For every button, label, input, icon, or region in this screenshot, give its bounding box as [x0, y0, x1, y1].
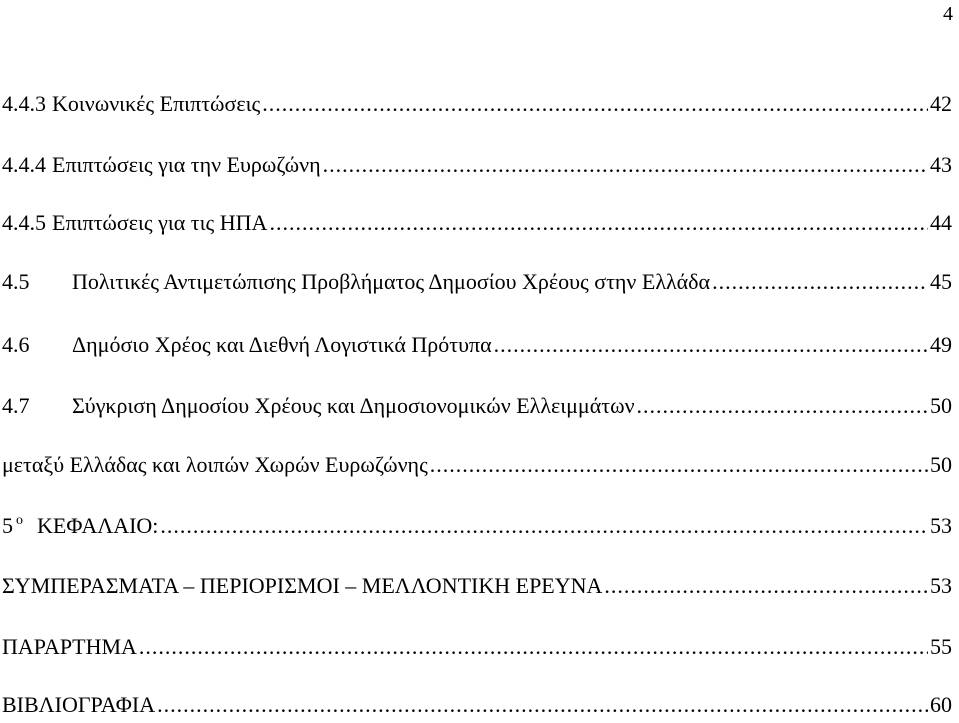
toc-entry-page: 45: [930, 269, 952, 294]
toc-entry-number: 4.4.3: [2, 91, 46, 116]
toc-leader-dots: [160, 511, 928, 541]
toc-leader-dots: [323, 150, 928, 180]
toc-entry: [2, 571, 952, 601]
toc-entry-page: 50: [930, 393, 952, 418]
toc-entry-page: 53: [930, 513, 952, 538]
page-number: 4: [943, 3, 953, 25]
toc-entry-page: 60: [930, 692, 952, 717]
toc-leader-dots: [262, 89, 928, 119]
toc-entry: [2, 391, 952, 421]
toc-entry-number: 4.4.4: [2, 152, 46, 177]
toc-entry-superscript: ο: [16, 513, 23, 528]
toc-leader-dots: [604, 571, 928, 601]
toc-entry-number: 4.5: [2, 269, 30, 294]
toc-entry: [2, 208, 952, 238]
toc-entry-number: 4.6: [2, 332, 30, 357]
toc-leader-dots: [157, 690, 928, 720]
toc-entry-number: 4.7: [2, 393, 30, 418]
toc-entry-title: Κοινωνικές Επιπτώσεις: [52, 91, 261, 116]
toc-entry: [2, 150, 952, 180]
toc-entry: [2, 632, 952, 662]
toc-leader-dots: [712, 267, 928, 297]
toc-entry: [2, 267, 952, 297]
toc-entry-page: 42: [930, 91, 952, 116]
toc-entry-page: 43: [930, 152, 952, 177]
toc-entry: [2, 89, 952, 119]
toc-entry-title: Σύγκριση Δημοσίου Χρέους και Δημοσιονομικών Ελλειμμάτων: [72, 393, 635, 418]
toc-entry-title: ΣΥΜΠΕΡΑΣΜΑΤΑ – ΠΕΡΙΟΡΙΣΜΟΙ – ΜΕΛΛΟΝΤΙΚΗ ΕΡΕΥΝΑ: [2, 573, 603, 598]
toc-entry-title: ΚΕΦΑΛΑΙΟ:: [37, 513, 159, 538]
toc-entry-title: Επιπτώσεις για τις ΗΠΑ: [52, 210, 268, 235]
toc-entry-title: Πολιτικές Αντιμετώπισης Προβλήματος Δημοσίου Χρέους στην Ελλάδα: [72, 269, 711, 294]
toc-entry: [2, 450, 952, 480]
toc-entry-number: 5: [2, 513, 13, 538]
toc-leader-dots: [637, 391, 928, 421]
toc-leader-dots: [494, 330, 928, 360]
toc-entry-title: ΠΑΡΑΡΤΗΜΑ: [2, 634, 137, 659]
toc-leader-dots: [269, 208, 928, 238]
toc-entry-title: Δημόσιο Χρέος και Διεθνή Λογιστικά Πρότυπα: [72, 332, 492, 357]
toc-entry-title: μεταξύ Ελλάδας και λοιπών Χωρών Ευρωζώνης: [2, 452, 428, 477]
toc-leader-dots: [139, 632, 928, 662]
toc-entry-page: 49: [930, 332, 952, 357]
toc-leader-dots: [430, 450, 928, 480]
toc-entry-number: 4.4.5: [2, 210, 46, 235]
toc-entry-page: 50: [930, 452, 952, 477]
toc-entry: [2, 330, 952, 360]
toc-entry-page: 44: [930, 210, 952, 235]
toc-entry-title: Επιπτώσεις για την Ευρωζώνη: [52, 152, 321, 177]
toc-entry: [2, 511, 952, 541]
toc-entry-page: 53: [930, 573, 952, 598]
toc-entry-page: 55: [930, 634, 952, 659]
toc-entry-title: ΒΙΒΛΙΟΓΡΑΦΙΑ: [2, 692, 156, 717]
toc-entry: [2, 690, 952, 720]
